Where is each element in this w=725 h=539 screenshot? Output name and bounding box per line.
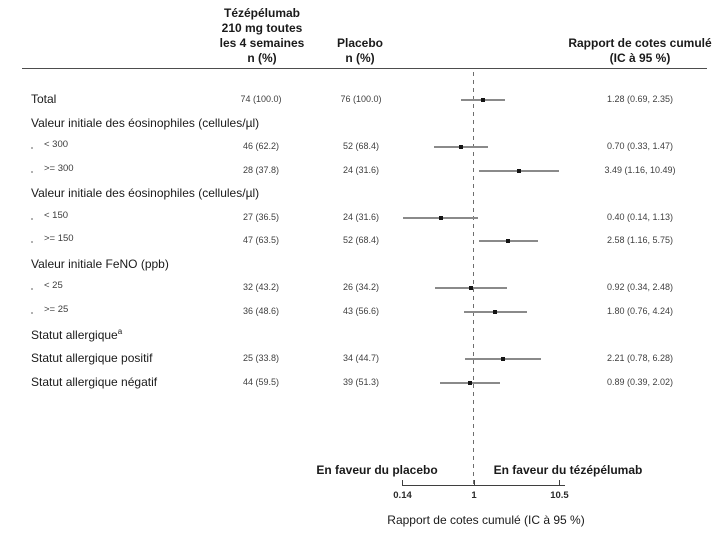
odds-ratio-point-marker [459,145,463,149]
odds-ratio-point-marker [501,357,505,361]
footnote-marker: a [117,326,123,336]
column-header-treatment-line: les 4 semaines [219,36,305,50]
forest-row-label: >= 300 [44,162,74,174]
column-header-placebo-line: Placebo [336,36,384,50]
odds-ratio-ci-text: 2.21 (0.78, 6.28) [606,353,674,364]
odds-ratio-ci-text: 0.92 (0.34, 2.48) [606,282,674,293]
odds-ratio-ci-text: 0.89 (0.39, 2.02) [606,376,674,387]
x-axis-tick-label: 1 [471,490,477,501]
group-row-label: Valeur initiale FeNO (ppb) [31,256,169,271]
placebo-n-value: 24 (31.6) [342,211,380,222]
favor-tezepelumab-label: En faveur du tézépélumab [493,463,643,477]
x-axis-tick-label: 0.14 [393,490,412,501]
row-bullet-dot [31,288,33,290]
treatment-n-value: 32 (43.2) [242,282,280,293]
treatment-n-value: 46 (62.2) [242,141,280,152]
column-header-odds-ratio-line: Rapport de cotes cumulé [568,36,712,50]
column-header-odds-ratio-line: (IC à 95 %) [609,51,671,65]
placebo-n-value: 24 (31.6) [342,164,380,175]
column-header-treatment-line: 210 mg toutes [221,21,303,35]
favor-placebo-label: En faveur du placebo [316,463,438,477]
x-axis-tick-label: 10.5 [550,490,569,501]
placebo-n-value: 43 (56.6) [342,305,380,316]
odds-ratio-point-marker [469,286,473,290]
odds-ratio-ci-text: 1.80 (0.76, 4.24) [606,305,674,316]
odds-ratio-point-marker [517,169,521,173]
forest-row-label: < 150 [44,209,69,221]
column-header-placebo-line: n (%) [345,51,375,65]
treatment-n-value: 25 (33.8) [242,353,280,364]
group-row-label: Valeur initiale des éosinophiles (cellules/µl) [31,115,260,130]
forest-row-label: Statut allergique négatif [31,374,158,389]
row-bullet-dot [31,218,33,220]
forest-row-label: < 300 [44,139,69,151]
column-header-placebo [310,36,410,66]
placebo-n-value: 39 (51.3) [342,376,380,387]
odds-ratio-point-marker [468,381,472,385]
odds-ratio-point-marker [493,310,497,314]
column-header-treatment-line: Tézépélumab [223,6,301,20]
header-divider-rule [22,68,707,69]
treatment-n-value: 28 (37.8) [242,164,280,175]
treatment-n-value: 74 (100.0) [240,94,282,104]
forest-row-label: Total [31,92,57,106]
placebo-n-value: 26 (34.2) [342,282,380,293]
x-axis-line [402,485,565,486]
placebo-n-value: 52 (68.4) [342,141,380,152]
forest-row-label: Statut allergique positif [31,351,153,366]
forest-row-label: >= 150 [44,233,74,245]
odds-ratio-ci-text: 0.70 (0.33, 1.47) [606,141,674,152]
group-row-label: Valeur initiale des éosinophiles (cellules/µl) [31,186,260,201]
x-axis-title: Rapport de cotes cumulé (IC à 95 %) [387,513,585,527]
x-axis-tick [402,480,403,485]
row-bullet-dot [31,171,33,173]
reference-line [473,72,474,485]
odds-ratio-point-marker [439,216,443,220]
group-row-label: Statut allergique$^a$ [31,326,123,342]
odds-ratio-ci-text: 2.58 (1.16, 5.75) [606,235,674,246]
placebo-n-value: 34 (44.7) [342,353,380,364]
odds-ratio-point-marker [506,239,510,243]
forest-row-label: >= 25 [44,303,69,315]
row-bullet-dot [31,147,33,149]
forest-row-label: < 25 [44,280,63,292]
placebo-n-value: 76 (100.0) [340,94,382,104]
odds-ratio-point-marker [481,98,485,102]
odds-ratio-ci-text: 0.40 (0.14, 1.13) [606,211,674,222]
column-header-odds-ratio [553,36,725,66]
odds-ratio-ci-text: 1.28 (0.69, 2.35) [606,94,674,104]
placebo-n-value: 52 (68.4) [342,235,380,246]
x-axis-tick [559,480,560,485]
treatment-n-value: 44 (59.5) [242,376,280,387]
row-bullet-dot [31,312,33,314]
treatment-n-value: 27 (36.5) [242,211,280,222]
odds-ratio-ci-text: 3.49 (1.16, 10.49) [604,164,676,175]
treatment-n-value: 36 (48.6) [242,305,280,316]
column-header-treatment-line: n (%) [247,51,277,65]
treatment-n-value: 47 (63.5) [242,235,280,246]
x-axis-tick [474,480,475,485]
row-bullet-dot [31,241,33,243]
